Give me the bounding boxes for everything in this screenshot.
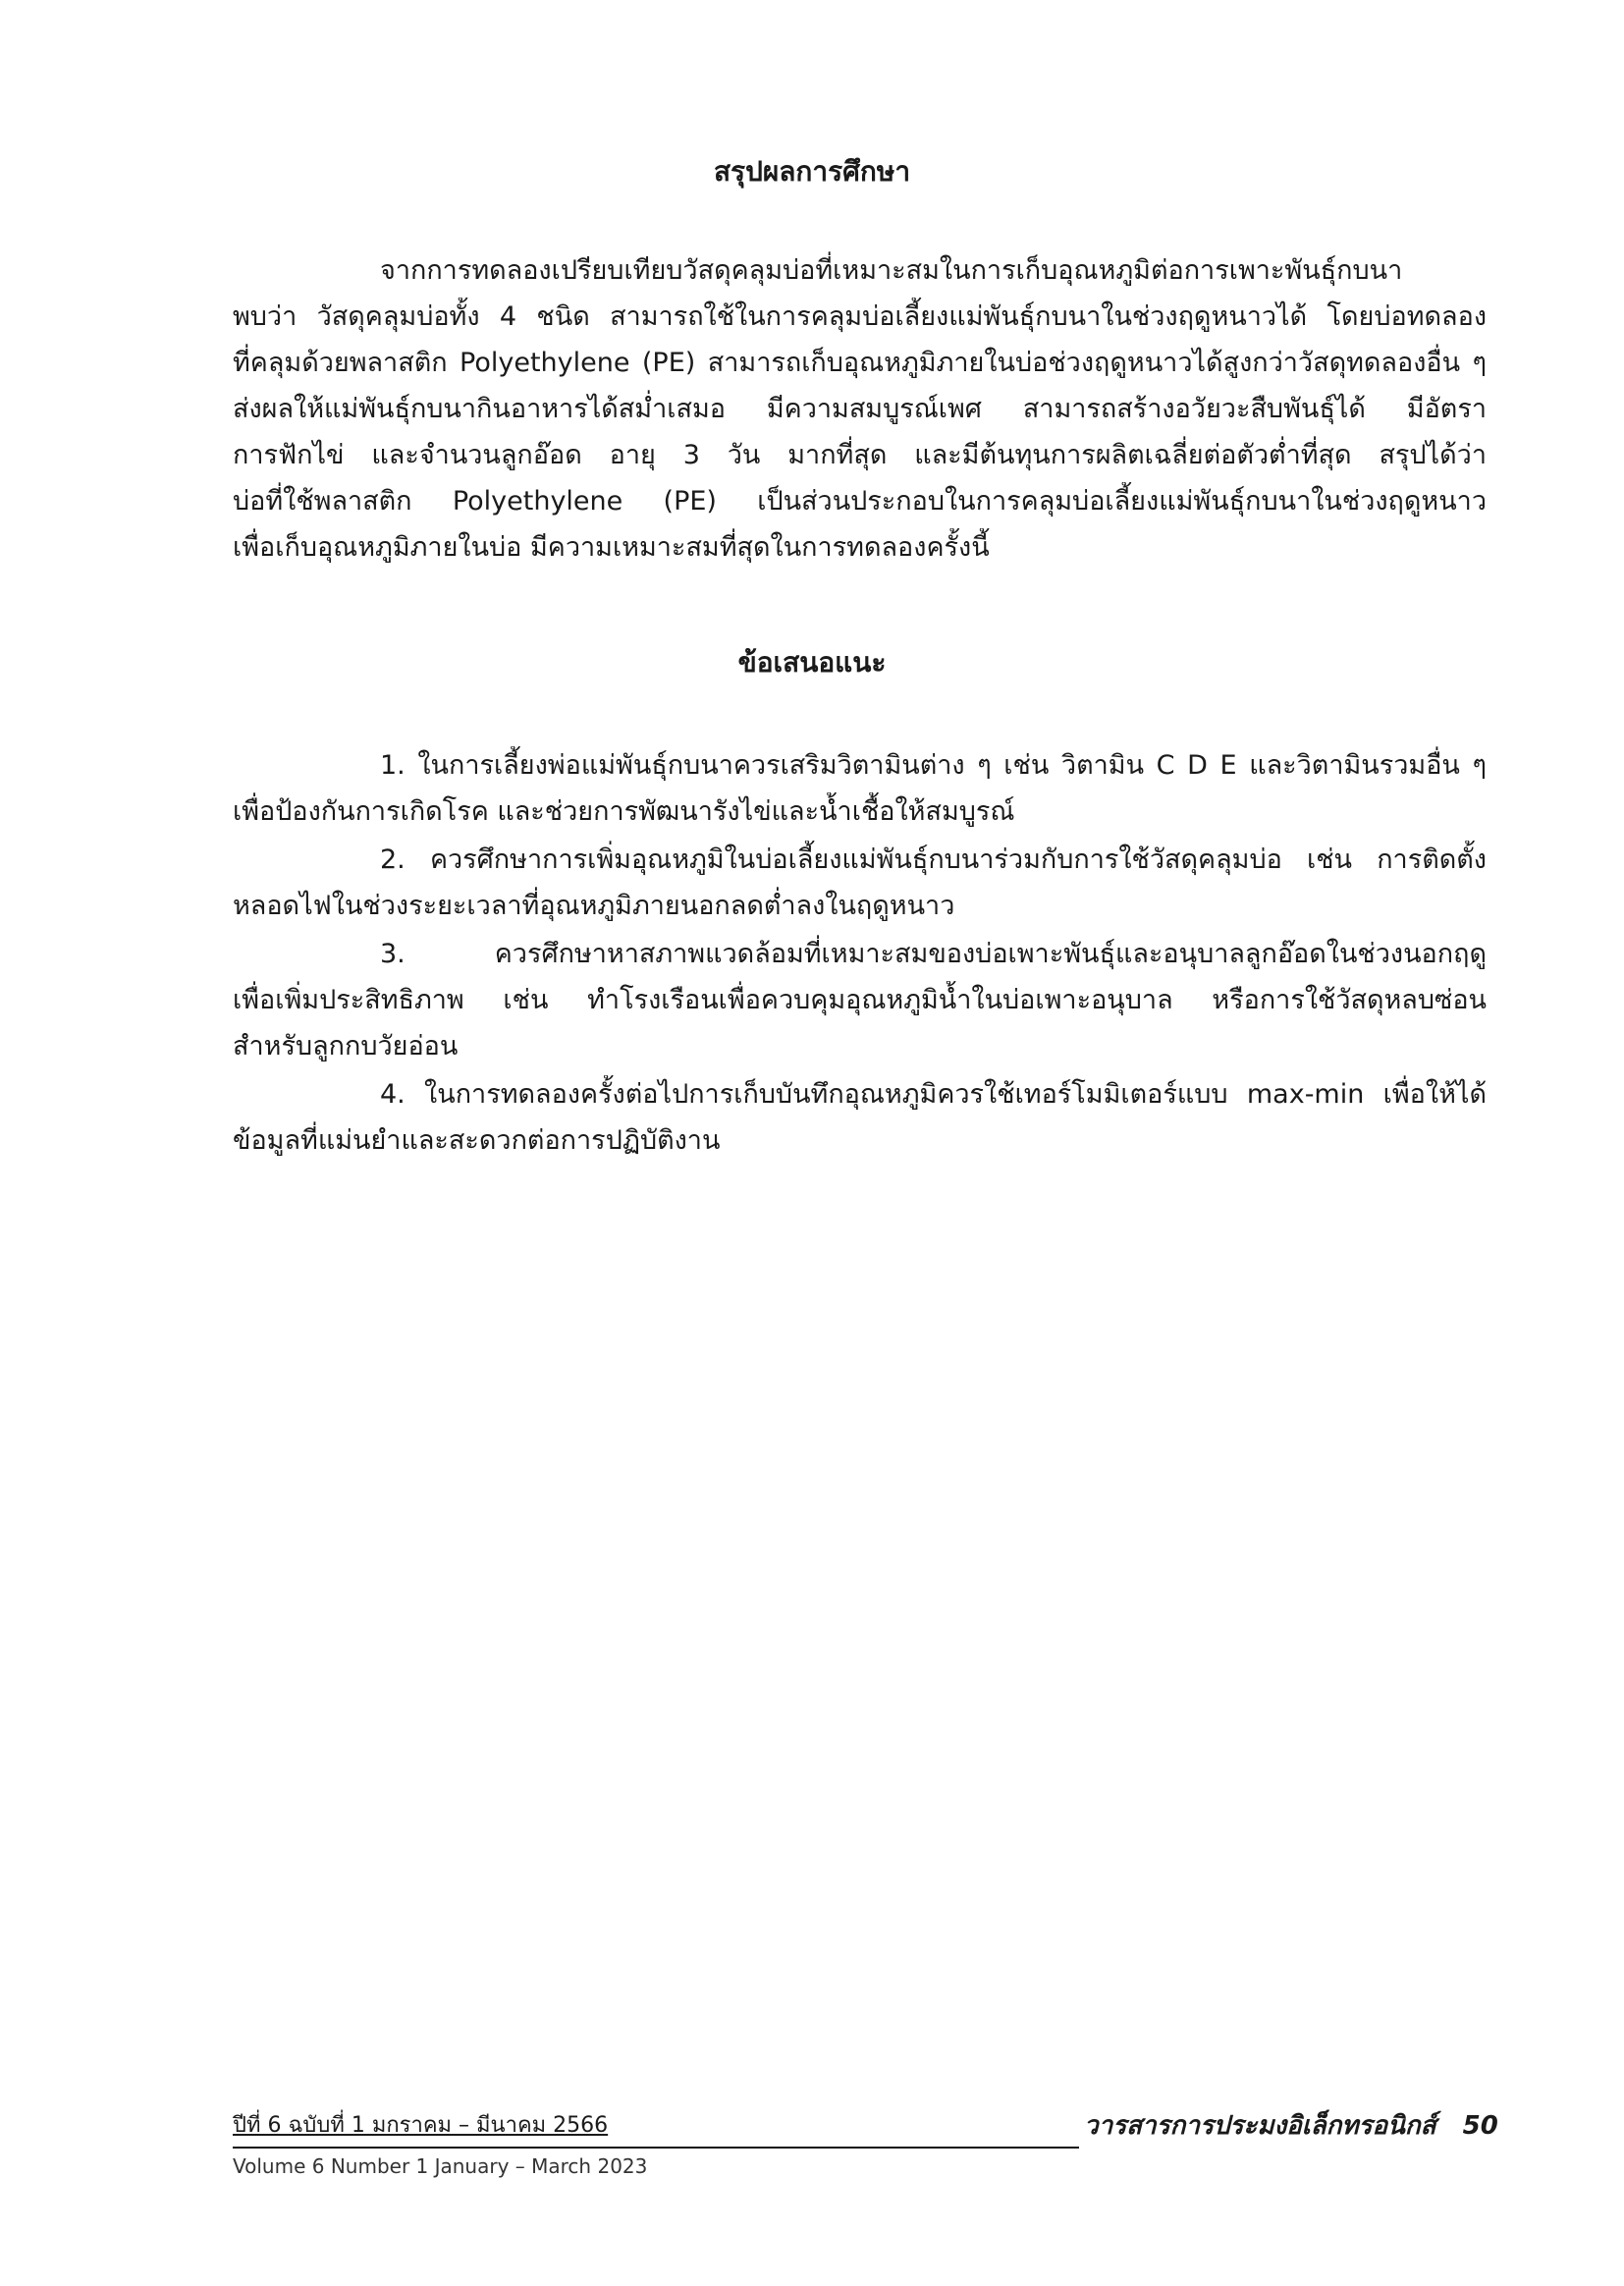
recommendation-line: เพื่อเพิ่มประสิทธิภาพ เช่น ทำโรงเรือนเพื่อควบคุมอุณหภูมิน้ำในบ่อเพาะอนุบาล หรือการใช้วัสดุหลบซ่อน <box>233 985 1487 1015</box>
footer-rule <box>233 2147 1079 2149</box>
footer-issue-thai: ปีที่ 6 ฉบับที่ 1 มกราคม – มีนาคม 2566 <box>233 2113 609 2138</box>
section-title-conclusion: สรุปผลการศึกษา <box>713 155 911 188</box>
paragraph-line: ที่คลุมด้วยพลาสติก Polyethylene (PE) สามารถเก็บอุณหภูมิภายในบ่อช่วงฤดูหนาวได้สูงกว่าวัสดุทดลองอื่น ๆ <box>233 348 1487 378</box>
journal-name: วารสารการประมงอิเล็กทรอนิกส์ <box>1084 2111 1436 2141</box>
recommendation-line: เพื่อป้องกันการเกิดโรค และช่วยการพัฒนารังไข่และน้ำเชื้อให้สมบูรณ์ <box>233 796 1015 827</box>
recommendation-line: 2. ควรศึกษาการเพิ่มอุณหภูมิในบ่อเลี้ยงแม่พันธุ์กบนาร่วมกับการใช้วัสดุคลุมบ่อ เช่น การติดตั้ง <box>380 844 1487 875</box>
recommendation-line: 4. ในการทดลองครั้งต่อไปการเก็บบันทึกอุณหภูมิควรใช้เทอร์โมมิเตอร์แบบ max-min เพื่อให้ได้ <box>380 1079 1487 1110</box>
paragraph-line: จากการทดลองเปรียบเทียบวัสดุคลุมบ่อที่เหมาะสมในการเก็บอุณหภูมิต่อการเพาะพันธุ์กบนา <box>380 255 1403 286</box>
paragraph-line: เพื่อเก็บอุณหภูมิภายในบ่อ มีความเหมาะสมที่สุดในการทดลองครั้งนี้ <box>233 532 990 563</box>
paragraph-line: ส่งผลให้แม่พันธุ์กบนากินอาหารได้สม่ำเสมอ มีความสมบูรณ์เพศ สามารถสร้างอวัยวะสืบพันธุ์ได้ มีอัตรา <box>233 394 1487 424</box>
recommendation-line: 3. ควรศึกษาหาสภาพแวดล้อมที่เหมาะสมของบ่อเพาะพันธุ์และอนุบาลลูกอ๊อดในช่วงนอกฤดู <box>380 939 1487 969</box>
recommendation-line: 1. ในการเลี้ยงพ่อแม่พันธุ์กบนาควรเสริมวิตามินต่าง ๆ เช่น วิตามิน C D E และวิตามินรวมอื่น ๆ <box>380 750 1487 781</box>
paragraph-line: พบว่า วัสดุคลุมบ่อทั้ง 4 ชนิด สามารถใช้ในการคลุมบ่อเลี้ยงแม่พันธุ์กบนาในช่วงฤดูหนาวได้ โดยบ่อทดลอง <box>233 301 1487 332</box>
recommendation-line: หลอดไฟในช่วงระยะเวลาที่อุณหภูมิภายนอกลดต่ำลงในฤดูหนาว <box>233 891 955 921</box>
recommendation-line: ข้อมูลที่แม่นยำและสะดวกต่อการปฏิบัติงาน <box>233 1125 721 1156</box>
paragraph-line: บ่อที่ใช้พลาสติก Polyethylene (PE) เป็นส่วนประกอบในการคลุมบ่อเลี้ยงแม่พันธุ์กบนาในช่วงฤดูหนาว <box>233 486 1487 517</box>
page-number: 50 <box>1462 2111 1498 2141</box>
paragraph-line: การฟักไข่ และจำนวนลูกอ๊อด อายุ 3 วัน มากที่สุด และมีต้นทุนการผลิตเฉลี่ยต่อตัวต่ำที่สุด สรุปได้ว่า <box>233 440 1487 470</box>
footer-issue-english: Volume 6 Number 1 January – March 2023 <box>233 2154 648 2178</box>
section-title-recommendations: ข้อเสนอแนะ <box>737 646 887 679</box>
recommendation-line: สำหรับลูกกบวัยอ่อน <box>233 1031 459 1061</box>
footer-journal <box>1084 2109 1498 2143</box>
